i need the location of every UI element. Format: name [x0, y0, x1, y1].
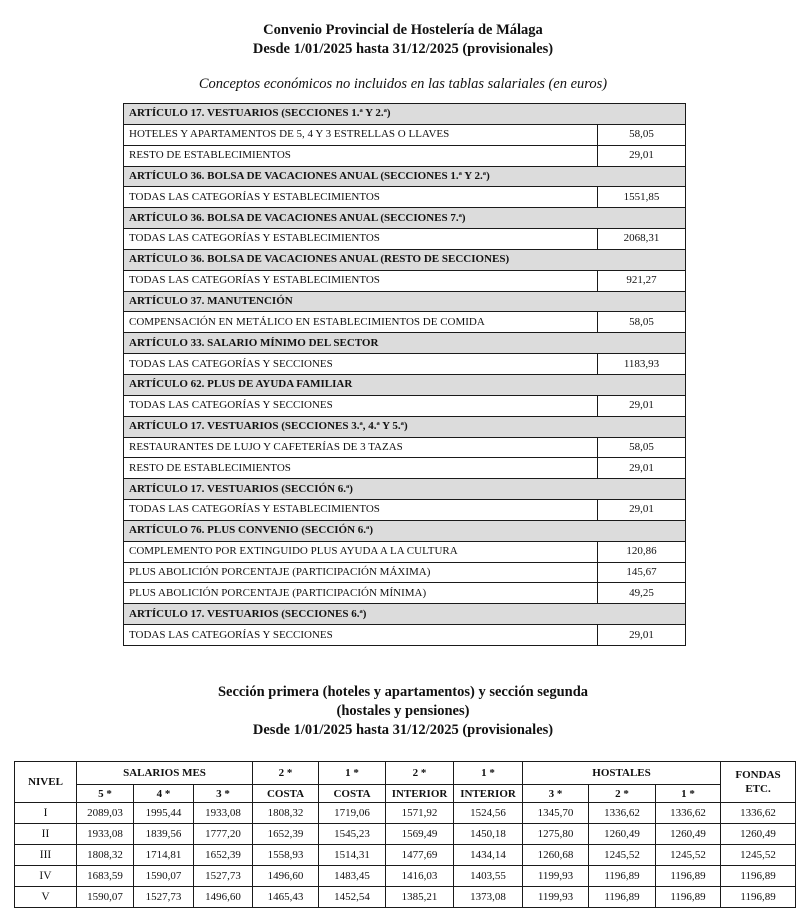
salary-cell: 1995,44: [134, 803, 194, 824]
salary-cell: 1571,92: [386, 803, 454, 824]
article-header-row: [124, 249, 686, 270]
costa-2-header: 2 *: [253, 762, 319, 785]
article-title: ARTÍCULO 33. SALARIO MÍNIMO DEL SECTOR: [124, 333, 686, 354]
nivel-cell: III: [15, 845, 77, 866]
salary-cell: 1434,14: [454, 845, 523, 866]
salary-cell: 1808,32: [253, 803, 319, 824]
salary-cell: 1933,08: [77, 824, 134, 845]
sub-header: 1 *: [656, 785, 721, 803]
sub-header: COSTA: [253, 785, 319, 803]
concept-row: [124, 500, 686, 521]
article-title: ARTÍCULO 17. VESTUARIOS (SECCIONES 3.ª, 4.ª Y 5.ª): [124, 416, 686, 437]
salary-cell: 1496,60: [194, 887, 253, 908]
salary-cell: 1196,89: [589, 866, 656, 887]
nivel-header: NIVEL: [15, 762, 77, 803]
salary-cell: 1545,23: [319, 824, 386, 845]
salary-cell: 1524,56: [454, 803, 523, 824]
sub-header: 3 *: [523, 785, 589, 803]
salario-row: [15, 866, 796, 887]
salary-cell: 1652,39: [194, 845, 253, 866]
sub-header: 4 *: [134, 785, 194, 803]
article-header-row: [124, 374, 686, 395]
concept-label: TODAS LAS CATEGORÍAS Y ESTABLECIMIENTOS: [124, 229, 598, 250]
concept-row: [124, 541, 686, 562]
concept-row: [124, 458, 686, 479]
concept-row: [124, 395, 686, 416]
salary-cell: 1719,06: [319, 803, 386, 824]
concept-label: TODAS LAS CATEGORÍAS Y SECCIONES: [124, 354, 598, 375]
article-title: ARTÍCULO 17. VESTUARIOS (SECCIONES 1.ª Y 2.ª): [124, 104, 686, 125]
salary-cell: 1839,56: [134, 824, 194, 845]
concept-label: TODAS LAS CATEGORÍAS Y SECCIONES: [124, 625, 598, 646]
concept-row: [124, 145, 686, 166]
concept-value: 2068,31: [598, 229, 686, 250]
concept-row: [124, 270, 686, 291]
concept-label: HOTELES Y APARTAMENTOS DE 5, 4 Y 3 ESTRELLAS O LLAVES: [124, 124, 598, 145]
salario-row: [15, 845, 796, 866]
salary-cell: 1336,62: [656, 803, 721, 824]
concept-value: 1551,85: [598, 187, 686, 208]
concept-row: [124, 354, 686, 375]
salary-cell: 1590,07: [77, 887, 134, 908]
article-title: ARTÍCULO 76. PLUS CONVENIO (SECCIÓN 6.ª): [124, 520, 686, 541]
salary-cell: 1373,08: [454, 887, 523, 908]
article-header-row: [124, 479, 686, 500]
concept-row: [124, 124, 686, 145]
article-header-row: [124, 520, 686, 541]
salary-cell: 1196,89: [589, 887, 656, 908]
salary-cell: 1496,60: [253, 866, 319, 887]
salary-cell: 1450,18: [454, 824, 523, 845]
salary-cell: 1416,03: [386, 866, 454, 887]
salario-row: [15, 803, 796, 824]
concept-value: 120,86: [598, 541, 686, 562]
article-title: ARTÍCULO 36. BOLSA DE VACACIONES ANUAL (SECCIONES 1.ª Y 2.ª): [124, 166, 686, 187]
salario-row: [15, 887, 796, 908]
sub-header: 5 *: [77, 785, 134, 803]
article-title: ARTÍCULO 37. MANUTENCIÓN: [124, 291, 686, 312]
concept-label: TODAS LAS CATEGORÍAS Y ESTABLECIMIENTOS: [124, 270, 598, 291]
article-header-row: [124, 291, 686, 312]
salary-cell: 1385,21: [386, 887, 454, 908]
costa-1-header: 1 *: [319, 762, 386, 785]
salary-cell: 1569,49: [386, 824, 454, 845]
salary-cell: 1452,54: [319, 887, 386, 908]
nivel-cell: II: [15, 824, 77, 845]
interior-1-header: 1 *: [454, 762, 523, 785]
concept-row: [124, 187, 686, 208]
sub-header: INTERIOR: [454, 785, 523, 803]
document-title: Convenio Provincial de Hostelería de Málaga: [263, 22, 543, 38]
salary-cell: 1336,62: [721, 803, 796, 824]
salary-cell: 1245,52: [656, 845, 721, 866]
article-title: ARTÍCULO 36. BOLSA DE VACACIONES ANUAL (SECCIONES 7.ª): [124, 208, 686, 229]
concept-label: TODAS LAS CATEGORÍAS Y SECCIONES: [124, 395, 598, 416]
salary-cell: 1345,70: [523, 803, 589, 824]
article-title: ARTÍCULO 17. VESTUARIOS (SECCIONES 6.ª): [124, 604, 686, 625]
concept-row: [124, 312, 686, 333]
salary-cell: 1558,93: [253, 845, 319, 866]
salary-cell: 1196,89: [721, 866, 796, 887]
concept-value: 145,67: [598, 562, 686, 583]
salary-cell: 1714,81: [134, 845, 194, 866]
concept-label: TODAS LAS CATEGORÍAS Y ESTABLECIMIENTOS: [124, 187, 598, 208]
concept-value: 921,27: [598, 270, 686, 291]
salarios-table: [14, 761, 796, 908]
salary-cell: 1683,59: [77, 866, 134, 887]
concept-label: PLUS ABOLICIÓN PORCENTAJE (PARTICIPACIÓN MÍNIMA): [124, 583, 598, 604]
salary-cell: 1808,32: [77, 845, 134, 866]
concept-value: 1183,93: [598, 354, 686, 375]
salary-cell: 1590,07: [134, 866, 194, 887]
salarios-header-row-1: [15, 762, 796, 785]
article-header-row: [124, 604, 686, 625]
salary-cell: 1260,49: [589, 824, 656, 845]
salarios-mes-header: SALARIOS MES: [77, 762, 253, 785]
concept-value: 29,01: [598, 145, 686, 166]
salary-cell: 1275,80: [523, 824, 589, 845]
sub-header: 2 *: [589, 785, 656, 803]
concept-value: 29,01: [598, 500, 686, 521]
sub-header: COSTA: [319, 785, 386, 803]
concept-row: [124, 583, 686, 604]
concept-value: 49,25: [598, 583, 686, 604]
salary-cell: 1527,73: [134, 887, 194, 908]
article-title: ARTÍCULO 62. PLUS DE AYUDA FAMILIAR: [124, 374, 686, 395]
article-header-row: [124, 333, 686, 354]
concept-value: 29,01: [598, 625, 686, 646]
concept-value: 29,01: [598, 395, 686, 416]
concept-row: [124, 562, 686, 583]
article-title: ARTÍCULO 36. BOLSA DE VACACIONES ANUAL (RESTO DE SECCIONES): [124, 249, 686, 270]
salary-cell: 1196,89: [656, 887, 721, 908]
concept-value: 58,05: [598, 437, 686, 458]
salary-cell: 1199,93: [523, 887, 589, 908]
section2-title-line1: Sección primera (hoteles y apartamentos) y sección segunda: [217, 684, 589, 700]
concept-value: 58,05: [598, 312, 686, 333]
section2-title-line3: Desde 1/01/2025 hasta 31/12/2025 (provisionales): [252, 722, 554, 738]
nivel-cell: IV: [15, 866, 77, 887]
article-header-row: [124, 104, 686, 125]
concept-label: TODAS LAS CATEGORÍAS Y ESTABLECIMIENTOS: [124, 500, 598, 521]
concept-value: 58,05: [598, 124, 686, 145]
salary-cell: 2089,03: [77, 803, 134, 824]
salary-cell: 1196,89: [656, 866, 721, 887]
salary-cell: 1403,55: [454, 866, 523, 887]
concept-label: PLUS ABOLICIÓN PORCENTAJE (PARTICIPACIÓN MÁXIMA): [124, 562, 598, 583]
article-header-row: [124, 208, 686, 229]
concept-row: [124, 229, 686, 250]
nivel-cell: V: [15, 887, 77, 908]
concept-row: [124, 625, 686, 646]
document-date-range: Desde 1/01/2025 hasta 31/12/2025 (provisionales): [252, 41, 554, 57]
concept-label: COMPLEMENTO POR EXTINGUIDO PLUS AYUDA A LA CULTURA: [124, 541, 598, 562]
salary-cell: 1199,93: [523, 866, 589, 887]
salary-cell: 1260,49: [656, 824, 721, 845]
concept-label: RESTAURANTES DE LUJO Y CAFETERÍAS DE 3 TAZAS: [124, 437, 598, 458]
salary-cell: 1514,31: [319, 845, 386, 866]
concept-label: RESTO DE ESTABLECIMIENTOS: [124, 145, 598, 166]
sub-header: INTERIOR: [386, 785, 454, 803]
concept-value: 29,01: [598, 458, 686, 479]
salarios-header-row-2: [15, 785, 796, 803]
nivel-cell: I: [15, 803, 77, 824]
salary-cell: 1260,49: [721, 824, 796, 845]
fondas-header: FONDAS ETC.: [721, 762, 796, 803]
salary-cell: 1245,52: [721, 845, 796, 866]
concept-label: RESTO DE ESTABLECIMIENTOS: [124, 458, 598, 479]
salary-cell: 1465,43: [253, 887, 319, 908]
section2-title-line2: (hostales y pensiones): [336, 703, 470, 719]
article-title: ARTÍCULO 17. VESTUARIOS (SECCIÓN 6.ª): [124, 479, 686, 500]
salary-cell: 1933,08: [194, 803, 253, 824]
salary-cell: 1483,45: [319, 866, 386, 887]
salary-cell: 1336,62: [589, 803, 656, 824]
conceptos-subtitle: Conceptos económicos no incluidos en las tablas salariales (en euros): [198, 76, 608, 92]
article-header-row: [124, 166, 686, 187]
sub-header: 3 *: [194, 785, 253, 803]
salario-row: [15, 824, 796, 845]
article-header-row: [124, 416, 686, 437]
interior-2-header: 2 *: [386, 762, 454, 785]
salary-cell: 1477,69: [386, 845, 454, 866]
salary-cell: 1245,52: [589, 845, 656, 866]
concept-row: [124, 437, 686, 458]
salary-cell: 1527,73: [194, 866, 253, 887]
salary-cell: 1777,20: [194, 824, 253, 845]
conceptos-table: [123, 103, 686, 646]
hostales-header: HOSTALES: [523, 762, 721, 785]
salary-cell: 1652,39: [253, 824, 319, 845]
salary-cell: 1260,68: [523, 845, 589, 866]
concept-label: COMPENSACIÓN EN METÁLICO EN ESTABLECIMIENTOS DE COMIDA: [124, 312, 598, 333]
salary-cell: 1196,89: [721, 887, 796, 908]
